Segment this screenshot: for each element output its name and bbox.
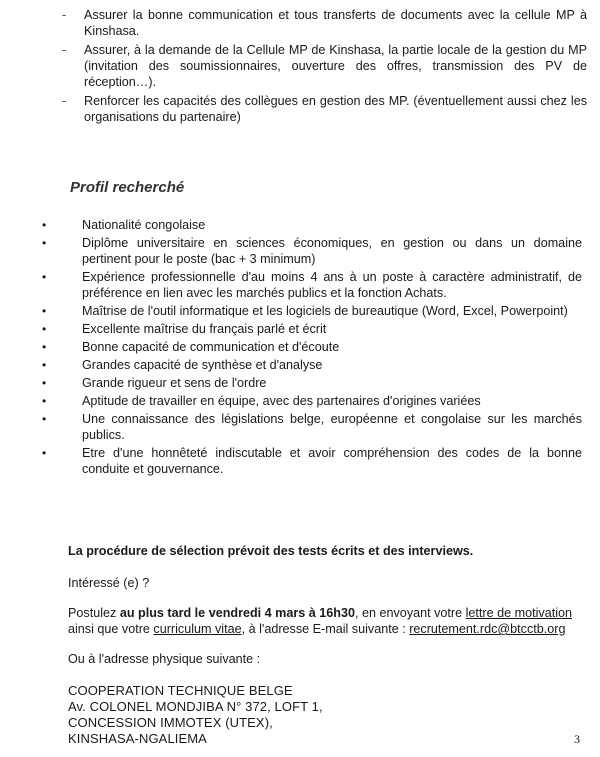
procedure-text: La procédure de sélection prévoit des tests écrits et des interviews. xyxy=(68,544,474,558)
bullet-icon: • xyxy=(42,340,47,354)
list-item xyxy=(42,445,582,477)
apply-paragraph xyxy=(68,605,588,637)
bullet-icon: • xyxy=(42,304,47,318)
dash-marker: - xyxy=(62,8,67,22)
deadline-text: au plus tard le vendredi 4 mars à 16h30 xyxy=(119,606,355,620)
postal-address xyxy=(68,683,588,747)
responsibilities-list xyxy=(62,7,587,128)
list-item xyxy=(42,375,582,391)
list-item xyxy=(42,269,582,301)
list-item xyxy=(62,42,587,90)
list-item xyxy=(42,217,582,233)
page-number: 3 xyxy=(574,732,580,746)
list-item xyxy=(42,339,582,355)
motivation-letter-text: lettre de motivation xyxy=(465,606,573,620)
apply-text: , en envoyant votre xyxy=(355,606,466,620)
bullet-icon: • xyxy=(42,236,47,250)
list-item xyxy=(42,357,582,373)
list-item xyxy=(42,303,582,319)
bullet-icon: • xyxy=(42,446,47,460)
list-item-text: Grande rigueur et sens de l'ordre xyxy=(82,376,267,390)
dash-marker: - xyxy=(62,94,67,108)
bullet-icon: • xyxy=(42,376,47,390)
bullet-icon: • xyxy=(42,270,47,284)
bullet-icon: • xyxy=(42,358,47,372)
list-item xyxy=(42,411,582,443)
list-item xyxy=(42,235,582,267)
address-line: COOPERATION TECHNIQUE BELGE xyxy=(68,683,293,698)
profile-list xyxy=(42,217,582,479)
apply-text: , à l'adresse E-mail suivante : xyxy=(241,622,410,636)
bullet-icon: • xyxy=(42,394,47,408)
list-item xyxy=(42,321,582,337)
list-item xyxy=(62,7,587,39)
address-line: KINSHASA-NGALIEMA xyxy=(68,731,207,746)
email-link[interactable]: recrutement.rdc@btcctb.org xyxy=(409,622,566,636)
profile-section-title: Profil recherché xyxy=(70,179,185,196)
list-item-text: Maîtrise de l'outil informatique et les logiciels de bureautique (Word, Excel, Powerpoint) xyxy=(82,304,568,318)
apply-text: ainsi que votre xyxy=(68,622,154,636)
list-item xyxy=(42,393,582,409)
list-item-text: Renforcer les capacités des collègues en gestion des MP. (éventuellement aussi chez les organisations du partenaire) xyxy=(84,94,587,124)
list-item-text: Aptitude de travailler en équipe, avec des partenaires d'origines variées xyxy=(82,394,481,408)
list-item-text: Etre d'une honnêteté indiscutable et avoir compréhension des codes de la bonne conduite et gouvernance. xyxy=(82,446,582,476)
cv-text: curriculum vitae xyxy=(153,622,242,636)
interested-text: Intéressé (e) ? xyxy=(68,576,150,590)
application-section xyxy=(68,543,588,747)
list-item-text: Bonne capacité de communication et d'écoute xyxy=(82,340,340,354)
address-line: CONCESSION IMMOTEX (UTEX), xyxy=(68,715,273,730)
address-line: Av. COLONEL MONDJIBA N° 372, LOFT 1, xyxy=(68,699,323,714)
physical-address-intro: Ou à l'adresse physique suivante : xyxy=(68,652,261,666)
list-item-text: Excellente maîtrise du français parlé et écrit xyxy=(82,322,327,336)
apply-text: Postulez xyxy=(68,606,120,620)
list-item-text: Grandes capacité de synthèse et d'analyse xyxy=(82,358,323,372)
dash-marker: - xyxy=(62,43,67,57)
list-item-text: Assurer la bonne communication et tous transferts de documents avec la cellule MP à Kinshasa. xyxy=(84,8,587,38)
bullet-icon: • xyxy=(42,322,47,336)
list-item-text: Une connaissance des législations belge, européenne et congolaise sur les marchés publics. xyxy=(82,412,582,442)
list-item-text: Expérience professionnelle d'au moins 4 ans à un poste à caractère administratif, de préférence en lien avec les marchés publics et la fonction Achats. xyxy=(82,270,582,300)
bullet-icon: • xyxy=(42,412,47,426)
list-item-text: Diplôme universitaire en sciences économiques, en gestion ou dans un domaine pertinent pour le poste (bac + 3 minimum) xyxy=(82,236,582,266)
list-item-text: Nationalité congolaise xyxy=(82,218,206,232)
bullet-icon: • xyxy=(42,218,47,232)
list-item-text: Assurer, à la demande de la Cellule MP de Kinshasa, la partie locale de la gestion du MP (invitation des soumissionnaires, ouverture des offres, transmission des PV de réception…). xyxy=(84,43,587,89)
list-item xyxy=(62,93,587,125)
